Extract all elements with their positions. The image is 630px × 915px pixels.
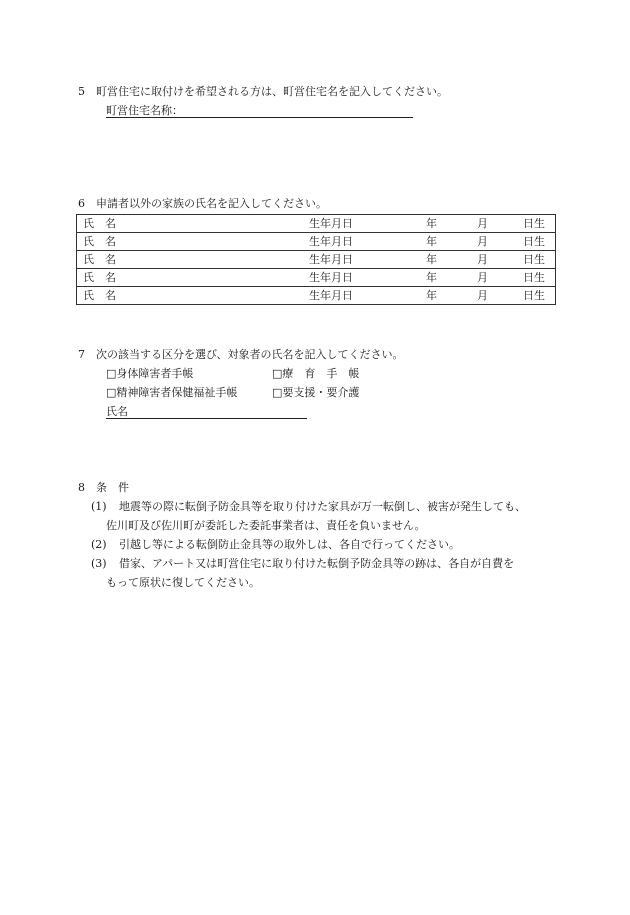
checkbox-mental-health[interactable]: □精神障害者保健福祉手帳: [106, 386, 238, 399]
table-row[interactable]: [77, 233, 556, 251]
day-label: 日生: [523, 271, 545, 284]
table-row[interactable]: [77, 287, 556, 305]
section5-heading: 5 町営住宅に取付けを希望される方は、町営住宅名を記入してください。: [78, 85, 448, 98]
month-label: 月: [477, 289, 488, 302]
year-label: 年: [426, 235, 437, 248]
birth-label: 生年月日: [309, 271, 353, 284]
birth-label: 生年月日: [309, 253, 353, 266]
month-label: 月: [477, 271, 488, 284]
checkbox-rehabilitation[interactable]: □療 育 手 帳: [272, 367, 360, 380]
housing-name-field[interactable]: [106, 103, 413, 118]
day-label: 日生: [523, 235, 545, 248]
name-label: 氏 名: [83, 289, 116, 302]
month-label: 月: [477, 235, 488, 248]
housing-name-label: 町営住宅名称：: [106, 104, 183, 117]
target-name-label: 氏名: [106, 405, 128, 418]
name-label: 氏 名: [83, 217, 116, 230]
year-label: 年: [426, 253, 437, 266]
year-label: 年: [426, 289, 437, 302]
birth-label: 生年月日: [309, 235, 353, 248]
table-row[interactable]: [77, 269, 556, 287]
year-label: 年: [426, 271, 437, 284]
name-label: 氏 名: [83, 271, 116, 284]
table-row[interactable]: [77, 251, 556, 269]
checkbox-physical-disability[interactable]: □身体障害者手帳: [106, 367, 194, 380]
condition-1-number: (1): [91, 500, 107, 513]
birth-label: 生年月日: [309, 289, 353, 302]
condition-2-text: 引越し等による転倒防止金具等の取外しは、各自で行ってください。: [119, 538, 460, 551]
section6-heading: 6 申請者以外の家族の氏名を記入してください。: [78, 197, 327, 210]
birth-label: 生年月日: [309, 217, 353, 230]
family-table: [76, 214, 556, 305]
condition-3-text: 借家、アパート又は町営住宅に取り付けた転倒予防金具等の跡は、各自が自費を: [119, 557, 515, 570]
section7-heading: 7 次の該当する区分を選び、対象者の氏名を記入してください。: [78, 348, 404, 361]
condition-3-number: (3): [91, 557, 107, 570]
day-label: 日生: [523, 253, 545, 266]
table-row[interactable]: [77, 215, 556, 233]
checkbox-care-support[interactable]: □要支援・要介護: [272, 386, 360, 399]
section8-heading: 8 条 件: [78, 481, 129, 494]
day-label: 日生: [523, 217, 545, 230]
condition-2-number: (2): [91, 538, 107, 551]
day-label: 日生: [523, 289, 545, 302]
year-label: 年: [426, 217, 437, 230]
month-label: 月: [477, 253, 488, 266]
month-label: 月: [477, 217, 488, 230]
condition-1-text: 地震等の際に転倒予防金具等を取り付けた家具が万一転倒し、被害が発生しても、: [119, 500, 526, 513]
name-label: 氏 名: [83, 253, 116, 266]
condition-3-text-cont: もって原状に復してください。: [106, 576, 260, 589]
name-label: 氏 名: [83, 235, 116, 248]
condition-1-text-cont: 佐川町及び佐川町が委託した委託事業者は、責任を負いません。: [106, 519, 426, 532]
target-name-field[interactable]: [106, 404, 307, 419]
